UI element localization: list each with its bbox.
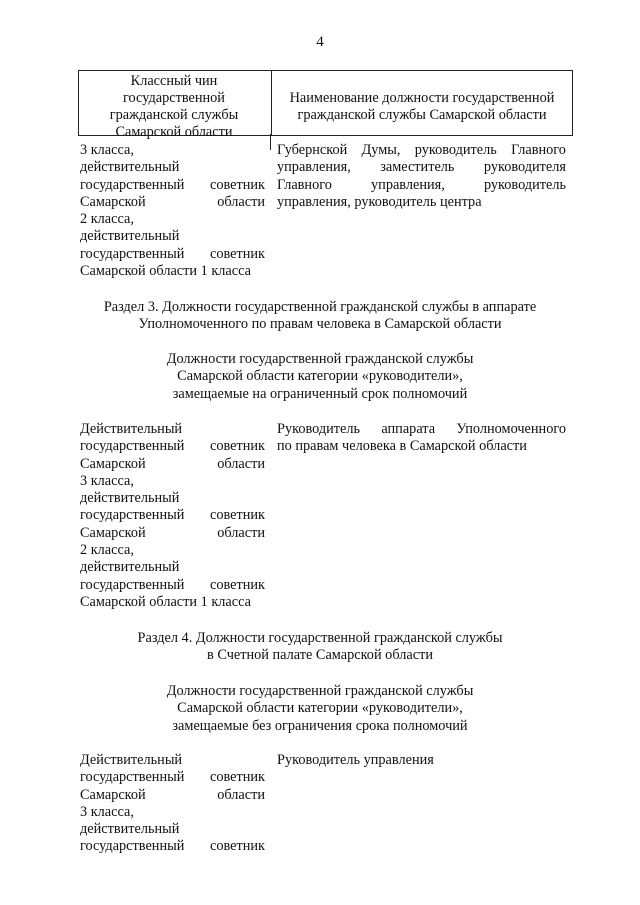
rank-line: 3 класса, xyxy=(80,803,134,820)
rank-word: государственный xyxy=(80,176,185,193)
word: Главного xyxy=(511,142,566,158)
section3-rank-column xyxy=(80,421,265,611)
rank-line: действительный xyxy=(80,490,180,507)
word: руководитель xyxy=(414,142,497,158)
position-line: Руководитель управления xyxy=(277,752,434,768)
word: советник xyxy=(209,438,265,455)
position-text: Руководитель xyxy=(277,421,361,437)
heading-line: Раздел 3. Должности государственной гражданской службы в аппарате xyxy=(103,299,537,315)
section2-position-column xyxy=(277,142,566,211)
rank-word: государственный xyxy=(80,507,185,524)
section4-position-column xyxy=(277,752,566,769)
section2-rank-column xyxy=(80,142,265,280)
table-header-divider xyxy=(271,71,272,135)
rank-line: 3 класса, xyxy=(80,142,134,158)
position-line: по правам человека в Самарской области xyxy=(277,438,527,455)
rank-word: Самарской xyxy=(80,455,146,472)
rank-word: государственный xyxy=(80,438,185,455)
word: советник xyxy=(209,176,265,193)
section3-position-column xyxy=(277,421,566,456)
rank-line: Самарской области 1 класса xyxy=(80,593,251,610)
heading-line: Раздел 4. Должности государственной гражданской службы xyxy=(137,630,503,646)
word: области xyxy=(217,193,265,210)
column-divider-stub xyxy=(270,134,271,150)
position-text: управления, xyxy=(277,159,351,176)
word: советник xyxy=(209,838,265,855)
word: советник xyxy=(209,769,265,786)
rank-line xyxy=(80,438,265,455)
header-class-rank xyxy=(80,73,268,141)
word: управления, xyxy=(371,176,445,193)
rank-line: 3 класса, xyxy=(80,472,134,489)
rank-line xyxy=(80,787,265,804)
subheading-line: Самарской области категории «руководители», xyxy=(177,700,463,717)
subheading-line: замещаемые на ограниченный срок полномочий xyxy=(172,385,468,402)
rank-line: Самарской области 1 класса xyxy=(80,263,251,280)
rank-line xyxy=(80,525,265,542)
rank-word: государственный xyxy=(80,838,185,855)
word: области xyxy=(217,524,265,541)
heading-line: в Счетной палате Самарской области xyxy=(207,647,433,664)
header-line: Наименование должности государственной xyxy=(289,90,555,106)
rank-line xyxy=(80,246,265,263)
word: Думы, xyxy=(361,142,401,158)
rank-word: государственный xyxy=(80,769,185,786)
rank-line xyxy=(80,838,265,855)
page-number: 4 xyxy=(316,34,324,50)
rank-line xyxy=(80,194,265,211)
position-text: Главного xyxy=(277,176,332,193)
header-line: Классный чин xyxy=(130,73,218,89)
position-text: Губернской xyxy=(277,142,348,158)
subheading-line: Должности государственной гражданской службы xyxy=(166,683,474,699)
rank-word: Самарской xyxy=(80,786,146,803)
rank-line xyxy=(80,177,265,194)
word: аппарата xyxy=(381,421,436,437)
rank-line: Действительный xyxy=(80,421,183,437)
rank-line: действительный xyxy=(80,228,180,245)
position-line xyxy=(277,159,566,176)
rank-line xyxy=(80,507,265,524)
rank-line xyxy=(80,769,265,786)
word: области xyxy=(217,786,265,803)
word: руководитель xyxy=(483,176,566,193)
word: советник xyxy=(209,507,265,524)
position-line xyxy=(277,142,566,159)
heading-line: Уполномоченного по правам человека в Самарской области xyxy=(138,316,502,333)
subheading-line: Самарской области категории «руководители», xyxy=(177,368,463,385)
rank-line: 2 класса, xyxy=(80,542,134,559)
section3-subheading xyxy=(0,351,640,403)
header-line: Самарской области xyxy=(115,124,233,140)
word: области xyxy=(217,455,265,472)
rank-word: государственный xyxy=(80,576,185,593)
header-line: гражданской службы Самарской области xyxy=(297,107,547,123)
section4-rank-column xyxy=(80,752,265,856)
rank-line: Действительный xyxy=(80,752,183,768)
rank-word: Самарской xyxy=(80,524,146,541)
rank-line: действительный xyxy=(80,821,180,838)
rank-line xyxy=(80,577,265,594)
header-position-name xyxy=(276,90,568,124)
rank-line: действительный xyxy=(80,559,180,576)
header-line: государственной xyxy=(123,90,225,106)
subheading-line: Должности государственной гражданской службы xyxy=(166,351,474,367)
section4-subheading xyxy=(0,683,640,735)
rank-word: Самарской xyxy=(80,193,146,210)
section4-heading xyxy=(0,630,640,665)
section3-heading xyxy=(0,299,640,334)
header-line: гражданской службы xyxy=(109,107,239,123)
word: заместитель xyxy=(380,159,455,176)
position-line xyxy=(277,177,566,194)
word: советник xyxy=(209,576,265,593)
word: Уполномоченного xyxy=(456,421,566,437)
rank-line: 2 класса, xyxy=(80,211,134,228)
subheading-line: замещаемые без ограничения срока полномочий xyxy=(172,717,468,734)
rank-line xyxy=(80,456,265,473)
word: руководителя xyxy=(483,159,566,176)
word: советник xyxy=(209,245,265,262)
position-line: управления, руководитель центра xyxy=(277,193,482,210)
rank-line: действительный xyxy=(80,159,180,176)
rank-word: государственный xyxy=(80,245,185,262)
position-line xyxy=(277,421,566,438)
